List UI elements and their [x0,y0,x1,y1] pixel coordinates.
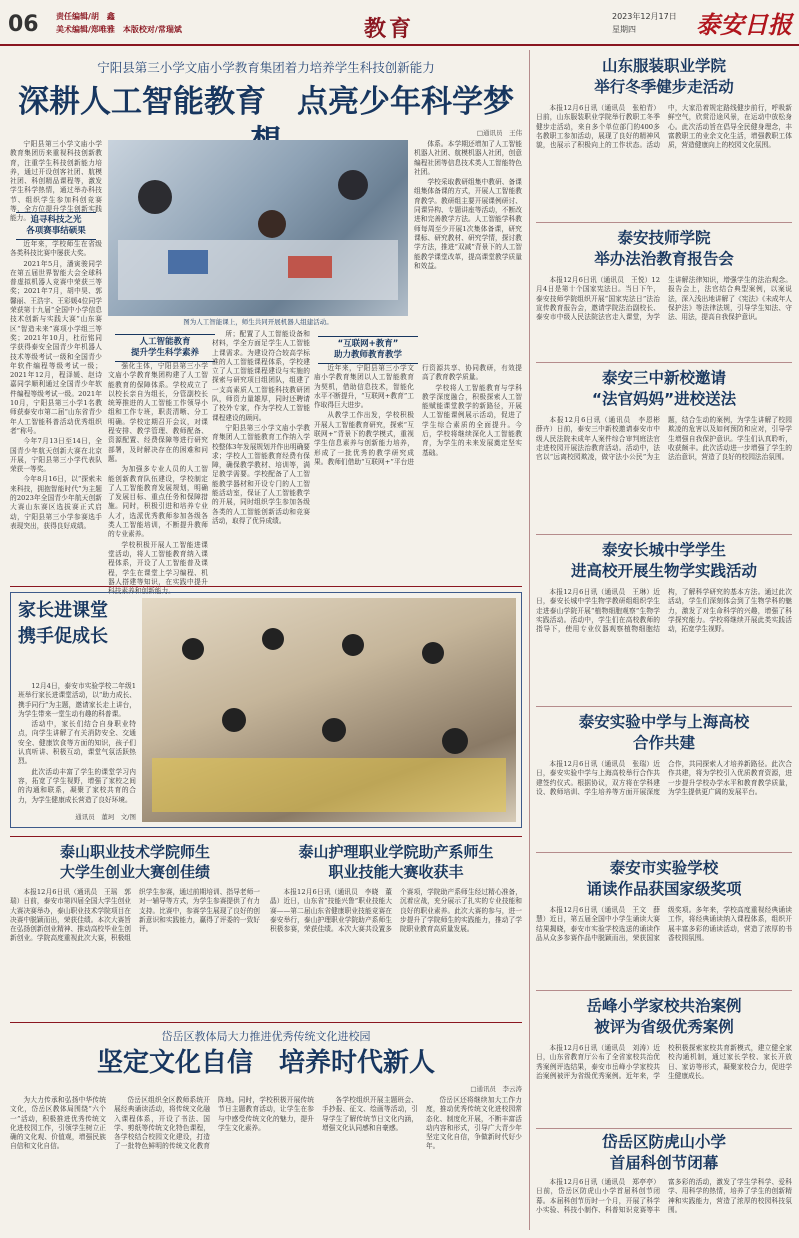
home-byline: 通讯员 董珂 文/图 [75,813,136,821]
paragraph: 本报12月6日讯（通讯员 李恩彬 薛卉）日前，泰安三中新校邀请泰安市中级人民法院未成年人案件综合审判庭法官走进校园开展法治教育活动。活动中，法官以“远离校园欺凌，做守法小公民”为主题，结合生动的案例，为学生讲解了校园欺凌的危害以及如何预防和应对，引导学生增强自我保护意识。学生们认真聆听，收获颇丰。此次活动进一步增强了学生的法治意识，营造了良好的校园法治氛围。 [536,416,792,462]
paragraph: 本报12月6日讯（通讯员 王瑶 郭瑞）日前，泰安市第四届全国大学生创业大赛决赛举办，泰山职业技术学院项目在决赛中脱颖而出，荣获佳绩。本次大赛旨在弘扬创新创业精神、推动高校毕业生创新创业。学院高度重视此次大赛，积极组织学生参赛，通过前期培训、指导老师一对一辅导等方式，为学生参赛提供了有力支持。比赛中，参赛学生展现了良好的创新意识和实践能力，赢得了评委的一致好评。 [10,888,260,943]
paragraph: 本报12月6日讯（通讯员 王悦）12月4日是第十个国家宪法日。当日下午，泰安技师学院组织开展“国家宪法日”法治宣传教育报告会，邀请学院法治副校长、泰安市中级人民法院法官走入课堂，为学生讲解法律知识，增强学生的法治观念。报告会上，法官结合典型案例，以案说法，深入浅出地讲解了《宪法》《未成年人保护法》等法律法规，引导学生知法、守法、用法，提高自我保护意识。 [536,276,792,322]
right-headline-8: 岱岳区防虎山小学 首届科创节闭幕 [601,1133,726,1172]
subhead-2: 人工智能教育 提升学生科学素养 [115,334,215,362]
divider [536,852,792,853]
editor-credits [56,10,182,36]
right-headline-4: 泰安长城中学学生 进高校开展生物学实践活动 [570,541,757,580]
paragraph: 今年8月16日，以“探索未来科技，拥抱智能时代”为主题的2023年全国青少年航天创新大赛山东赛区选拔赛正式启动，宁阳县第三小学参赛选手表现突出，获得良好成绩。 [10,475,102,530]
lead-paragraph: 宁阳县第三小学文庙小学教育集团历来重视科技创新教育，注重学生科技创新能力培养，通过开设创客社团、航模社团、科创精品课程等，激发学生科学热情，通过举办科技节、组织学生参加科创竞赛等，全方位提升学生创新实践能力。 [10,140,102,223]
newspaper-logo: 泰安日报 [696,10,792,39]
paragraph: 本报12月6日讯（通讯员 刘涛）近日，山东省教育厅公布了全省家校共治优秀案例评选结果，泰安市岳峰小学家校共治案例被评为省级优秀案例。近年来，学校积极探索家校共育新模式，建立健全家校沟通机制，通过家长学校、家长开放日、家访等形式，凝聚家校合力，促进学生健康成长。 [536,1044,792,1080]
right-text-1 [536,104,792,216]
subhead-1: 追寻科技之光 各项赛事结硕果 [16,212,96,240]
culture-headline: 坚定文化自信 培养时代新人 [96,1048,435,1078]
culture-text [10,1096,522,1232]
divider [10,836,522,837]
paragraph: 本报12月6日讯（通讯员 张柏青）日前，山东服装职业学院举行教职工冬季健步走活动，来自多个单位部门的400多名教职工参加活动，展现了良好的精神风貌，也展示了积极向上的工作状态。活动中，大家沿着规定路线健步前行，呼吸新鲜空气，欣赏沿途风景，在运动中放松身心。此次活动旨在倡导全民健身理念，丰富教职工的业余文化生活，增强教职工体质，营造健康向上的校园文化氛围。 [536,104,792,150]
home-text [18,682,136,808]
paragraph: 岱岳区还将继续加大工作力度，推动优秀传统文化进校园常态化、制度化开展，不断丰富活动内容和形式，引导广大青少年坚定文化自信，争做新时代好少年。 [426,1096,522,1151]
paragraph: 学校积极开展人工智能进课堂活动，将人工智能教育纳入课程体系，开设了人工智能普及课程，学生在课堂上学习编程、机器人搭建等知识，在实践中提升科技素养和创新能力。 [108,540,208,596]
divider [536,706,792,707]
culture-kicker: 岱岳区教体局大力推进优秀传统文化进校园 [161,1030,371,1043]
bottom-text-1 [10,888,260,1016]
date-block [612,10,677,36]
page-number: 06 [8,12,39,37]
right-text-2 [536,276,792,358]
paragraph: 本报12月6日讯（通讯员 郑亭亭）日前，岱岳区防虎山小学首届科创节闭幕。本届科创节历时一个月，开展了科学小实验、科技小制作、科普知识竞赛等丰富多彩的活动，激发了学生学科学、爱科学、用科学的热情，培养了学生的创新精神和实践能力，营造了浓厚的校园科技氛围。 [536,1178,792,1214]
paragraph: 今年7月13日至14日，全国青少年航天创新大赛在北京开展，宁阳县第三小学代表队荣获一等奖。 [10,437,102,474]
main-col-4 [414,140,522,330]
right-headline-2: 泰安技师学院 举办法治教育报告会 [594,229,734,268]
photo-caption: 图为人工智能课上，师生共同开展机器人组建活动。 [183,318,333,326]
main-col-2 [108,362,208,596]
paragraph: 本报12月6日讯（通讯员 李晓 董晶）近日，山东省“技能兴鲁”职业技能大赛——第二届山东省健康职业技能竞赛在泰安举行，泰山护理职业学院助产系师生积极参赛，荣获佳绩。本次大赛共设置多个赛项，学院助产系师生经过精心准备，沉着应战，充分展示了扎实的专业技能和良好的职业素养。此次大赛的参与，进一步提升了学院师生的实践能力，推动了学院职业教育高质量发展。 [270,888,522,934]
robotics-class-photo [108,140,408,316]
column-divider [529,50,530,1230]
bottom-headline-1: 泰山职业技术学院师生 大学生创业大赛创佳绩 [59,843,210,881]
paragraph: 岱岳区组织全区教师系统开展经典诵读活动，将传统文化融入课程体系，开设了书法、国学、剪纸等传统文化特色课程，各学校结合校园文化建设，打造了一批特色鲜明的传统文化教育阵地。同时，学校积极开展传统节日主题教育活动，让学生在参与中感受传统文化的魅力，提升学生文化素养。 [114,1096,314,1151]
divider [536,1128,792,1129]
design-line: 美术编辑/郑唯雅 本版校对/常瑞斌 [56,25,182,34]
divider [10,586,522,587]
classroom-photo [142,598,516,822]
paragraph: 本报12月6日讯（通讯员 王文 薛慧）近日，第五届全国中小学生诵读大赛结果揭晓，泰安市实验学校选送的诵读作品从众多参赛作品中脱颖而出，荣获国家级奖项。多年来，学校高度重视经典诵读工作，将经典诵读纳入课程体系，组织开展丰富多彩的诵读活动，营造了浓厚的书香校园氛围。 [536,906,792,942]
divider [10,1022,522,1023]
paragraph: 宁阳县第三小学文庙小学教育集团人工智能教育工作纳入学校整体3年发展规划并作出明确要求；学校人工智能教育经费有保障，确保教学教材、培训等，满足教学需要。学校配备了人工智能教学器材和开设专门的人工智能活动室，保证了人工智能教学的开展，同时组织学生参加各级各类的人工智能创新活动和竞赛活动，取得了优异成绩。 [212,423,310,525]
paragraph: 学校将人工智能教育与学科教学深度融合，积极探索人工智能赋能课堂教学的新路径，开展人工智能课例展示活动，促进了学生综合素质的全面提升。今后，学校将继续深化人工智能教育，为学生的未来发展奠定坚实基础。 [422,383,522,457]
right-text-8 [536,1178,792,1234]
date-line: 2023年12月17日 [612,12,677,21]
editor-line: 责任编辑/胡 鑫 [56,12,115,21]
main-kicker: 宁阳县第三小学文庙小学教育集团着力培养学生科技创新能力 [97,60,435,75]
paragraph: 活动中，家长们结合自身职业特点，向学生讲解了有关消防安全、交通安全、健康饮食等方面的知识，孩子们认真听讲、积极互动，课堂气氛活跃热烈。 [18,720,136,766]
culture-byline: □通讯员 李云涛 [470,1085,522,1093]
weekday: 星期四 [612,25,636,34]
paragraph: 近年来，学校师生在省级各类科技比赛中屡获大奖。 [10,240,102,258]
paragraph: 体系。本学期还增加了人工智能机器人社团、航模机器人社团，创意编程社团等信息技术类人工智能特色社团。 [414,140,522,176]
right-headline-1: 山东服装职业学院 举行冬季健步走活动 [594,57,734,96]
paragraph: 学校采取教研组集中教研、备课组集体备课的方式，开展人工智能教育教学。教研组主要开展课例研讨、同课异构、专题讲座等活动，不断改进和完善教学方法。人工智能学科教师每周至少开展1次集体备课，研究课标、研究教材、研究学情，探讨教学方法，推进“双减”背景下的人工智能教学课堂改革，提高课堂教学质量和效益。 [414,178,522,270]
paragraph: 为加强多专业人员的人工智能创新教育队伍建设，学校制定了人工智能教育发展规划，明确了发展目标、重点任务和保障措施。同时，积极引进和培养专业人才，选派优秀教师参加各级各类人工智能培训，不断提升教师的专业素养。 [108,465,208,539]
paragraph: 从教学工作出发，学校积极开展人工智能教育研究，探索“互联网+”背景下的教学模式，重视学生信息素养与创新能力培养，形成了一批优秀的教学研究成果。教师们借助“互联网+”平台进行资源共享、协同教研，有效提高了教育教学质量。 [314,364,522,466]
right-headline-6: 泰安市实验学校 诵读作品获国家级奖项 [586,859,742,898]
divider [536,534,792,535]
paragraph: 本报12月6日讯（通讯员 王琳）近日，泰安长城中学生物学教研组组织学生走进泰山学院开展“植物细胞观察”生物学实践活动。活动中，学生们在高校教师的指导下，使用专业仪器观察植物细胞结构，了解科学研究的基本方法。通过此次活动，学生们深刻体会到了生物学科的魅力，激发了对生命科学的兴趣，增强了科学探究能力。学校将继续开展此类实践活动，拓宽学生视野。 [536,588,792,634]
paragraph: 此次活动丰富了学生的课堂学习内容，拓宽了学生视野，增强了家校之间的沟通和联系，凝聚了家校共育的合力，为学生健康成长营造了良好环境。 [18,767,136,804]
page-header [0,0,799,46]
bottom-headline-2: 泰山护理职业学院助产系师生 职业技能大赛收获丰 [298,843,494,881]
right-text-6 [536,906,792,986]
divider [536,362,792,363]
paragraph: 2021年5月，潘寅骏同学在第五届世界智能大会全球科普虚拟机器人竞赛中荣获三等奖；2021年7月，胡中昊、郭馨丽、王浩宇、王彩媛4位同学荣获第十九届“全国中小学信息技术创新与实践大赛”山东赛区“智造未来”赛项小学组三等奖；2021年10月，杜衍铭同学获得泰安全国青少年机器人技术等级考试一级和全国青少年软件编程等级考试一级；2021年12月，程泽媛、赵诗嘉同学顺利通过全国青少年软件编程等级考试一级。2021年10月，宁阳县第三小学1名教师获泰安市第二届“山东省青少年人工智能科普活动优秀组织者”称号。 [10,259,102,435]
main-col-5 [314,364,522,580]
subhead-3: “互联网+教育” 助力教师教育教学 [318,336,418,364]
home-headline: 家长进课堂 携手促成长 [18,600,108,647]
right-text-5 [536,760,792,848]
main-col-3 [212,330,310,580]
right-text-3 [536,416,792,528]
paragraph: 强化主体，宁阳县第三小学文庙小学教育集团构建了人工智能教育的保障体系。学校成立了以校长亲自为组长，分管副校长统筹推进的人工智能工作领导小组和工作专班，职责清晰、分工明确。学校定期召开会议，对课程安排、教学管理、教师配备、资源配置、经费保障等进行研究部署，及时解决存在的困难和问题。 [108,362,208,463]
right-text-7 [536,1044,792,1124]
right-headline-3: 泰安三中新校邀请 “法官妈妈”进校送法 [591,369,737,408]
paragraph: 为大力传承和弘扬中华传统文化，岱岳区教体局围绕“六个一”活动，积极推进优秀传统文化进校园工作，引领学生树立正确的文化观、价值观，增强民族自信和文化自信。 [10,1096,106,1151]
paragraph: 所；配置了人工智能设备和材料，学全方面足学生人工智能上课需求。为建设符合较高学标准的人工智能课程体系，学校建立了人工智能课程建设与实施的探索与研究项目组团队，组建了一支高素质人工智能科技教研团队，师资力量雄厚，同时还聘请了校外专家，作为学校人工智能课程建设的顾问。 [212,330,310,422]
section-title: 教育 [364,16,415,42]
right-headline-5: 泰安实验中学与上海高校 合作共建 [578,713,750,752]
bottom-text-2 [270,888,522,1016]
divider [536,222,792,223]
paragraph: 各学校组织开展主题班会、手抄报、征文、绘画等活动，引导学生了解传统节日文化内涵，增强文化认同感和自豪感。 [322,1096,418,1132]
main-byline: □通讯员 王伟 [476,129,522,137]
paragraph: 12月4日，泰安市实验学校二年级1班举行家长进课堂活动，以“助力成长、携手同行”为主题，邀请家长走上讲台，为学生带来一堂生动有趣的科普课。 [18,682,136,718]
paragraph: 本报12月6日讯（通讯员 张瑞）近日，泰安实验中学与上海高校举行合作共建签约仪式。根据协议，双方将在学科建设、教师培训、学生培养等方面开展深度合作，共同探索人才培养新路径。此次合作共建，将为学校引入优质教育资源，进一步提升学校办学水平和教育教学质量，为学生提供更广阔的发展平台。 [536,760,792,796]
divider [536,990,792,991]
main-col-1 [10,240,102,580]
right-headline-7: 岳峰小学家校共治案例 被评为省级优秀案例 [586,997,742,1036]
paragraph: 近年来，宁阳县第三小学文庙小学教育集团以人工智能教育为契机，借助信息技术，智能化水平不断提升，“互联网+教育”工作取得巨大进步。 [314,364,414,410]
main-headline: 深耕人工智能教育 点亮少年科学梦 [18,84,514,120]
right-text-4 [536,588,792,700]
